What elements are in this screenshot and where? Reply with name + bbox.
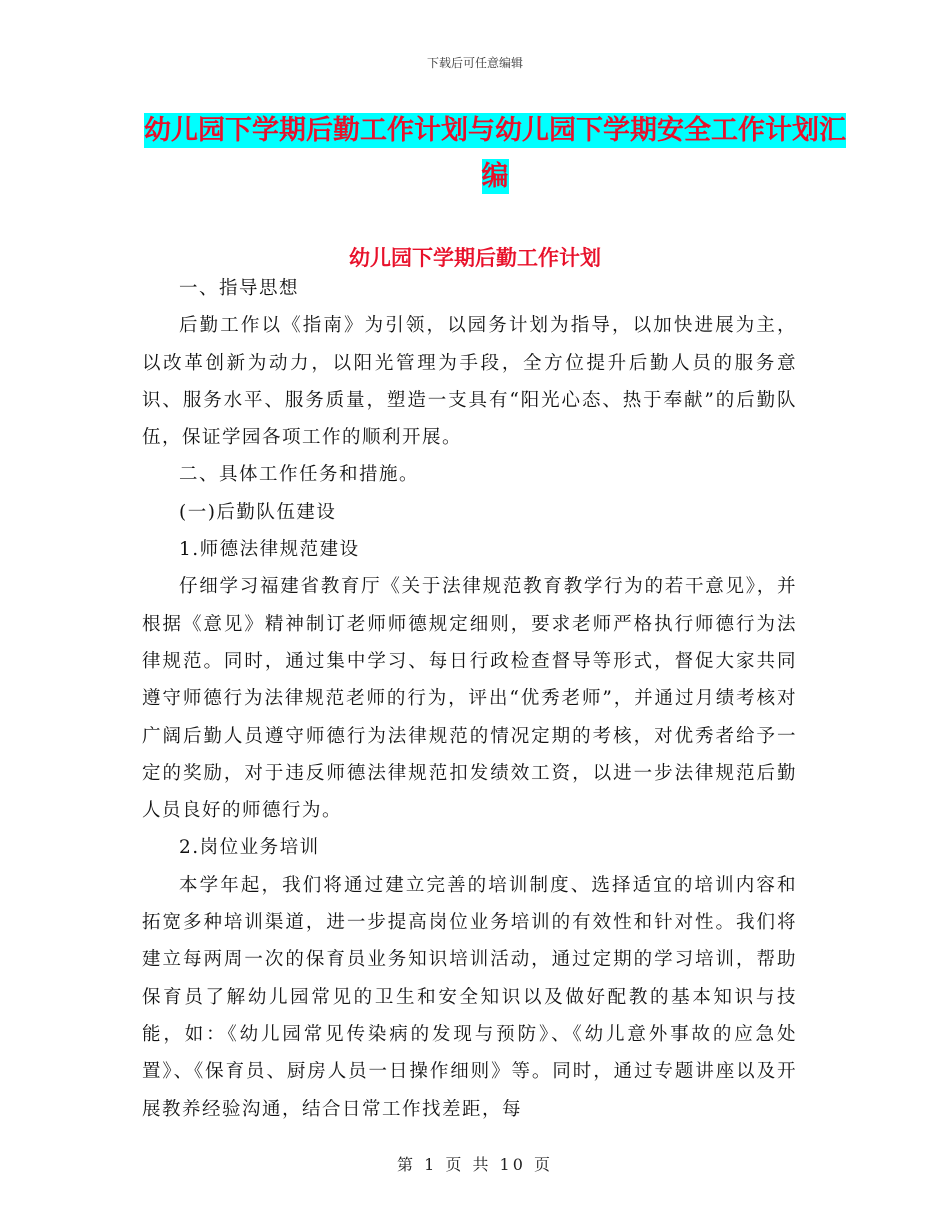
paragraph-ethics-body: 仔细学习福建省教育厅《关于法律规范教育教学行为的若干意见》，并根据《意见》精神制订老师师德规定细则，要求老师严格执行师德行为法律规范。同时，通过集中学习、每日行政检查督导等形式，督促大家共同遵守师德行为法律规范老师的行为，评出“优秀老师”，并通过月绩考核对广阔后勤人员遵守师德行为法律规范的情况定期的考核，对优秀者给予一定的奖励，对于违反师德法律规范扣发绩效工资，以进一步法律规范后勤人员良好的师德行为。 — [142, 576, 797, 822]
paragraph-team-heading: (一)后勤队伍建设 — [179, 501, 337, 523]
paragraph-guiding-heading: 一、指导思想 — [179, 278, 300, 299]
section-title: 幼儿园下学期后勤工作计划 — [349, 246, 601, 270]
paragraph-tasks-heading: 二、具体工作任务和措施。 — [179, 464, 420, 486]
document-title-text: 幼儿园下学期后勤工作计划与幼儿园下学期安全工作计划汇编 — [144, 115, 846, 192]
body-text — [142, 270, 797, 1128]
header-note: 下载后可任意编辑 — [426, 56, 523, 70]
page-footer: 第 1 页 共 10 页 — [397, 1155, 553, 1174]
paragraph-guiding-body: 后勤工作以《指南》为引领，以园务计划为指导，以加快进展为主，以改革创新为动力，以阳光管理为手段，全方位提升后勤人员的服务意识、服务水平、服务质量，塑造一支具有“阳光心态、热于奉献”的后勤队伍，保证学园各项工作的顺利开展。 — [142, 315, 797, 449]
paragraph-ethics-heading: 1.师德法律规范建设 — [179, 539, 360, 561]
paragraph-training-body: 本学年起，我们将通过建立完善的培训制度、选择适宜的培训内容和拓宽多种培训渠道，进一步提高岗位业务培训的有效性和针对性。我们将建立每两周一次的保育员业务知识培训活动，通过定期的学习培训，帮助保育员了解幼儿园常见的卫生和安全知识以及做好配教的基本知识与技能，如：《幼儿园常见传染病的发现与预防》、《幼儿意外事故的应急处置》、《保育员、厨房人员一日操作细则》等。同时，通过专题讲座以及开展教养经验沟通，结合日常工作找差距，每 — [142, 874, 797, 1120]
document-title — [140, 108, 850, 200]
paragraph-training-heading: 2.岗位业务培训 — [179, 837, 320, 859]
